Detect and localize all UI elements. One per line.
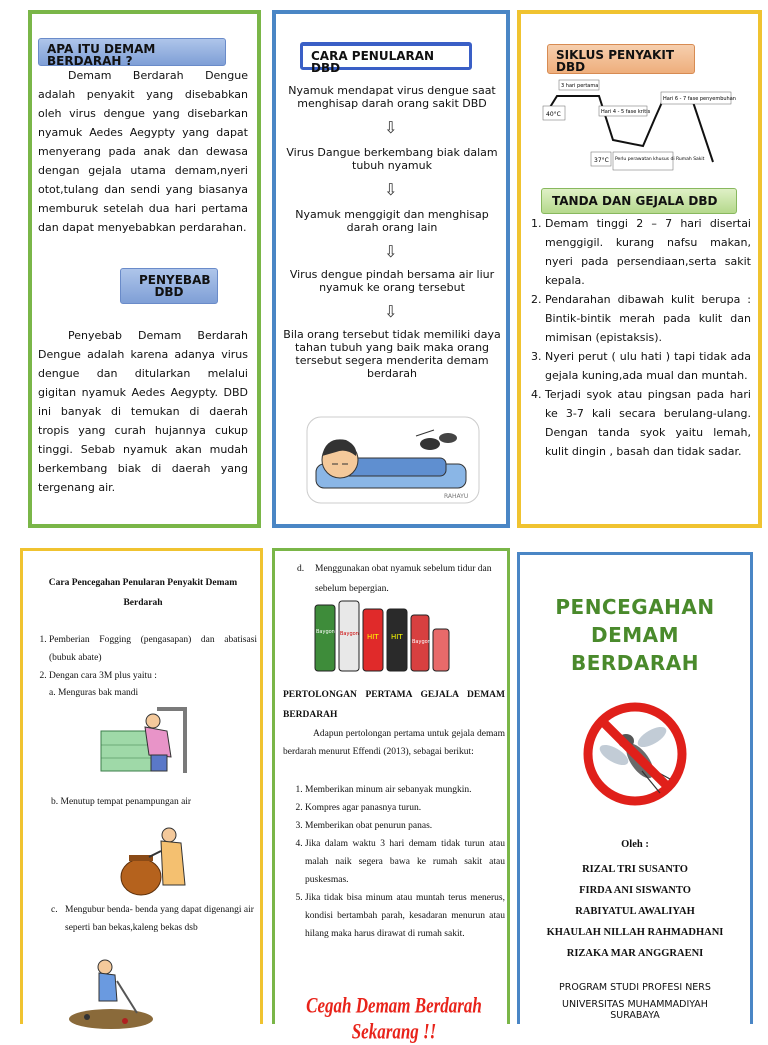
- prevention-item-3m: 2. Dengan cara 3M plus yaitu :: [49, 667, 257, 685]
- panel-transmission: [272, 10, 510, 528]
- symptoms-list: [527, 214, 751, 461]
- panel-cycle-symptoms: [517, 10, 762, 528]
- svg-text:37°C: 37°C: [594, 157, 609, 164]
- svg-text:Baygon: Baygon: [412, 639, 431, 645]
- image-credit: RAHAYU: [444, 493, 469, 500]
- prevention-item-fogging: 1. Pemberian Fogging (pengasapan) dan abatisasi (bubuk abate): [49, 631, 257, 667]
- first-aid-step: 2. Kompres agar panasnya turun.: [305, 799, 505, 817]
- author-name: RABIYATUL AWALIYAH: [575, 906, 695, 917]
- author-name: RIZAKA MAR ANGGRAENI: [566, 948, 704, 959]
- symptom-item: 1. Demam tinggi 2 – 7 hari disertai menggigil. kurang nafsu makan, nyeri pada persendiaan,serta sakit kepala.: [545, 214, 751, 290]
- transmission-step-3: Nyamuk menggigit dan menghisap darah orang lain: [295, 208, 489, 234]
- panel-cover: [517, 552, 753, 1024]
- prevention-sub-c: c. Mengubur benda- benda yang dapat digenangi air seperti ban bekas,kaleng bekas dsb: [51, 905, 254, 933]
- heading-what-is-dbd: APA ITU DEMAM BERDARAH ?: [38, 38, 226, 66]
- mosquito-repellent-products: [311, 599, 455, 673]
- burying-items-illustration: [65, 955, 155, 1027]
- symptom-item: 2. Pendarahan dibawah kulit berupa : Bintik-bintik merah pada kulit dan mimisan (epistaksis).: [545, 290, 751, 347]
- university-name: UNIVERSITAS MUHAMMADIYAH: [562, 999, 708, 1010]
- svg-text:HIT: HIT: [367, 633, 379, 641]
- authors-list: [520, 859, 750, 964]
- sleeping-child-illustration: [306, 416, 480, 506]
- svg-text:HIT: HIT: [391, 633, 403, 641]
- panel-first-aid: [272, 548, 510, 1044]
- heading-symptoms: TANDA DAN GEJALA DBD: [541, 188, 737, 214]
- symptom-item: 4. Terjadi syok atau pingsan pada hari ke 3-7 kali secara berulang-ulang. Dengan tanda syok yaitu lemah, kulit dingin , basah dan tidak sadar.: [545, 385, 751, 461]
- transmission-step-5: Bila orang tersebut tidak memiliki daya tahan tubuh yang baik maka orang tersebut segera menderita demam berdarah: [283, 328, 501, 380]
- svg-text:Hari 6 - 7 fase penyembuhan: Hari 6 - 7 fase penyembuhan: [663, 96, 736, 102]
- draining-tub-illustration: [97, 705, 193, 777]
- paragraph-definition: Demam Berdarah Dengue adalah penyakit yang disebabkan oleh virus dengue yang disebarkan nyamuk Aedes Aegypty yang dapat menyerang pada anak dan dewasa dengan gejala utama demam,nyeri otot,tulang dan sendi yang biasanya memburuk setelah dua hari pertama dan dapat menyebabkan perdarahan.: [38, 69, 248, 234]
- down-arrow-icon: ⇩: [384, 302, 398, 321]
- symptom-item: 3. Nyeri perut ( ulu hati ) tapi tidak ada gejala kuning,ada mual dan muntah.: [545, 347, 751, 385]
- covering-jar-illustration: [119, 825, 199, 899]
- first-aid-step: 4. Jika dalam waktu 3 hari demam tidak turun atau malah naik segera bawa ke rumah sakit atau puskesmas.: [305, 835, 505, 889]
- fever-cycle-chart: [543, 78, 736, 178]
- heading-first-aid: PERTOLONGAN PERTAMA GEJALA DEMAM BERDARAH: [283, 690, 505, 720]
- paragraph-cause: Penyebab Demam Berdarah Dengue adalah karena adanya virus dengue dan ditularkan melalui gigitan nyamuk Aedes Aegypty. DBD ini banyak di temukan di daerah tropis yang curah hujannya cukup tinggi. Sebab nyamuk akan mudah berkembang biak di daerah yang tergenang air.: [38, 329, 248, 494]
- down-arrow-icon: ⇩: [384, 242, 398, 261]
- author-name: KHAULAH NILLAH RAHMADHANI: [546, 927, 724, 938]
- prevention-item-d: d. Menggunakan obat nyamuk sebelum tidur dan sebelum bepergian.: [297, 564, 492, 594]
- study-program: PROGRAM STUDI PROFESI NERS: [559, 982, 711, 993]
- svg-text:Perlu perawatan khusus di Ruma: Perlu perawatan khusus di Rumah Sakit: [615, 157, 705, 162]
- no-mosquito-icon: [582, 701, 688, 807]
- prevention-sub-a: a. Menguras bak mandi: [49, 688, 139, 698]
- panel-prevention: [20, 548, 263, 1024]
- prevention-sub-b: b. Menutup tempat penampungan air: [51, 797, 192, 807]
- heading-cycle: SIKLUS PENYAKIT DBD: [547, 44, 695, 74]
- panel-what-is-dbd: [28, 10, 261, 528]
- svg-text:40°C: 40°C: [546, 111, 561, 118]
- university-city: SURABAYA: [610, 1010, 660, 1021]
- slogan: Cegah Demam Berdarah Sekarang !!: [306, 993, 482, 1044]
- svg-text:3 hari pertama: 3 hari pertama: [561, 83, 599, 89]
- transmission-step-4: Virus dengue pindah bersama air liur nyamuk ke orang tersebut: [289, 268, 495, 294]
- author-name: FIRDA ANI SISWANTO: [579, 885, 691, 896]
- svg-text:Baygon: Baygon: [316, 629, 335, 635]
- by-label: Oleh :: [621, 839, 649, 850]
- first-aid-step: 5. Jika tidak bisa minum atau muntah terus menerus, kondisi bertambah parah, kesadaran menurun atau hilang maka harus dirawat di rumah sakit.: [305, 889, 505, 943]
- first-aid-step: 1. Memberikan minum air sebanyak mungkin.: [305, 781, 505, 799]
- heading-cause: PENYEBAB DBD: [120, 268, 218, 304]
- cover-title: PENCEGAHAN DEMAM BERDARAH: [555, 595, 715, 675]
- heading-prevention: Cara Pencegahan Penularan Penyakit Demam Berdarah: [48, 578, 238, 608]
- first-aid-list: [283, 781, 505, 943]
- transmission-step-2: Virus Dangue berkembang biak dalam tubuh nyamuk: [286, 146, 498, 172]
- heading-transmission: CARA PENULARAN DBD: [300, 42, 472, 70]
- svg-text:Hari 4 - 5 fase kritis: Hari 4 - 5 fase kritis: [601, 109, 651, 115]
- first-aid-step: 3. Memberikan obat penurun panas.: [305, 817, 505, 835]
- institution: [520, 979, 750, 1021]
- transmission-step-1: Nyamuk mendapat virus dengue saat menghisap darah orang sakit DBD: [288, 84, 496, 110]
- author-name: RIZAL TRI SUSANTO: [582, 864, 688, 875]
- down-arrow-icon: ⇩: [384, 180, 398, 199]
- down-arrow-icon: ⇩: [384, 118, 398, 137]
- prevention-list: [29, 631, 257, 701]
- svg-text:Baygon: Baygon: [340, 631, 359, 637]
- first-aid-intro: Adapun pertolongan pertama untuk gejala demam berdarah menurut Effendi (2013), sebagai berikut:: [283, 729, 505, 757]
